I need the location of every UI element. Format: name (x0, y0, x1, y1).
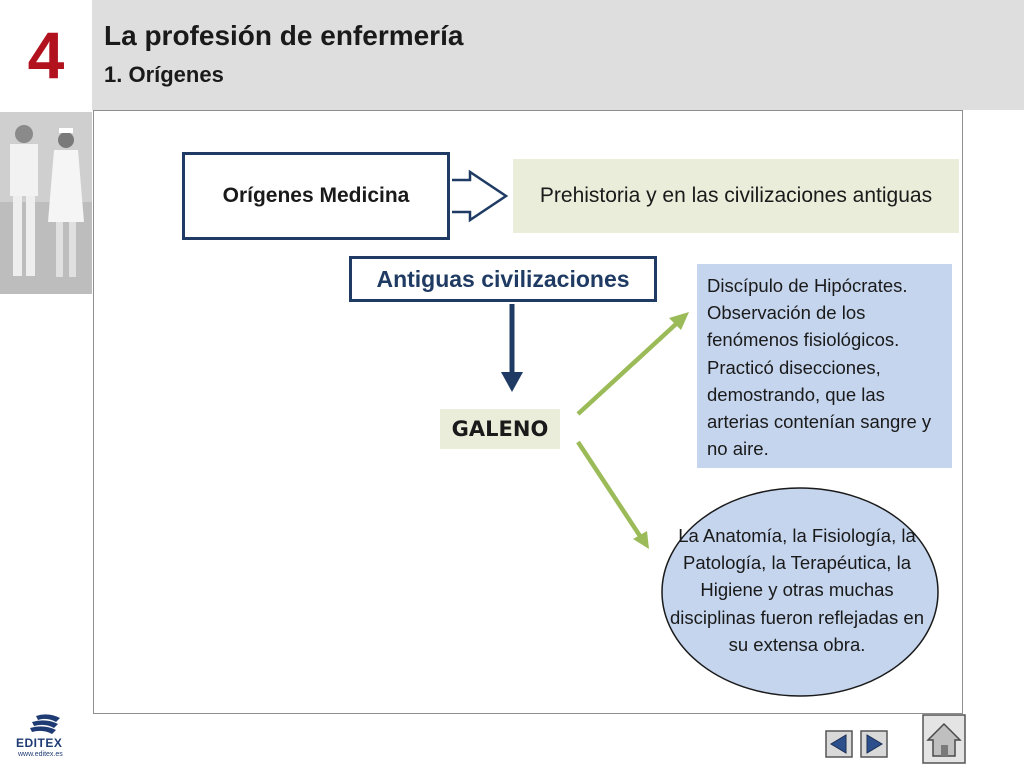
logo-url: www.editex.es (18, 751, 63, 758)
home-button[interactable] (922, 714, 966, 764)
arrow-down-head (501, 372, 523, 392)
triangle-left-icon (825, 730, 853, 758)
editex-logo-mark (16, 712, 78, 738)
chapter-number: 4 (27, 18, 65, 92)
slide-title: La profesión de enfermería (104, 20, 464, 51)
obra-ellipse-text: La Anatomía, la Fisiología, la Patología, la Terapéutica, la Higiene y otras muchas disciplinas fueron reflejadas en su extensa obra. (669, 525, 924, 655)
logo-wordmark: EDITEX (16, 736, 63, 750)
home-icon (922, 714, 966, 764)
antiguas-civilizaciones-box: Antiguas civilizaciones (349, 256, 657, 302)
triangle-right-icon (860, 730, 888, 758)
block-arrow-right (452, 172, 506, 220)
galeno-box: GALENO (440, 409, 560, 449)
prehistoria-box: Prehistoria y en las civilizaciones antiguas (513, 159, 959, 233)
origenes-medicina-box: Orígenes Medicina (182, 152, 450, 240)
next-slide-button[interactable] (860, 730, 888, 758)
editex-logo (16, 712, 78, 762)
arrow-up-right-line (578, 324, 676, 414)
previous-slide-button[interactable] (825, 730, 853, 758)
slide-subtitle: 1. Orígenes (104, 62, 224, 87)
discipulo-box: Discípulo de Hipócrates. Observación de los fenómenos fisiológicos. Practicó disecciones, demostrando, que las arterias contenían sangre y no aire. (697, 264, 952, 468)
arrow-down-right-line (578, 442, 640, 536)
